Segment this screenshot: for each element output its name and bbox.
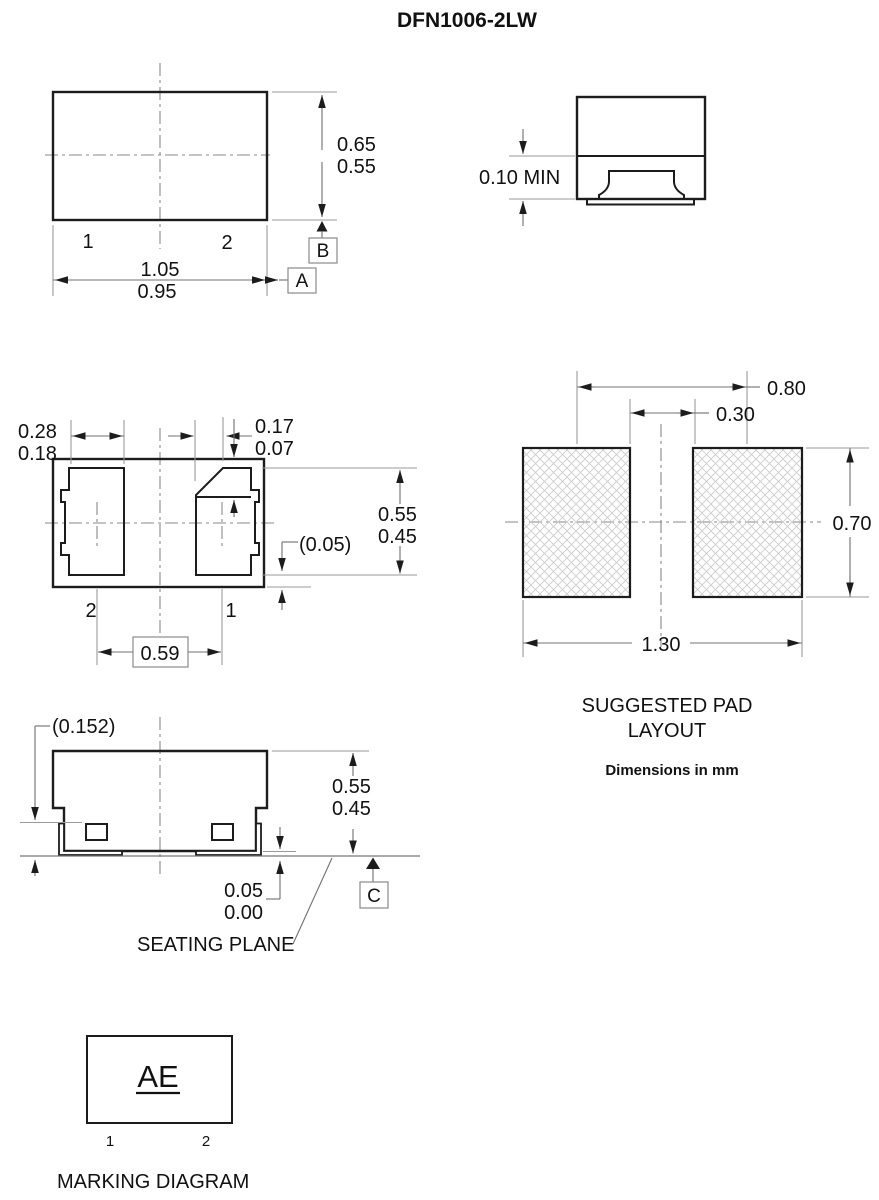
- dim-pad-pitch-label: 0.59: [140, 643, 180, 665]
- pin2-label: 2: [221, 232, 233, 254]
- pin2-label: 2: [201, 1133, 211, 1150]
- dim-standoff-min: 0.00: [224, 902, 263, 924]
- side-view-right: [479, 97, 705, 226]
- marking-code: AE: [137, 1059, 179, 1094]
- datum-c-label: C: [367, 886, 381, 907]
- land-pad-right: [693, 448, 802, 597]
- dim-pad-length-min: 0.45: [378, 526, 417, 548]
- dim-chamfer: [168, 416, 294, 517]
- datum-a: [288, 268, 316, 293]
- dim-width-max: 1.05: [140, 259, 180, 281]
- datum-b-label: B: [316, 241, 330, 262]
- terminal-profile: [599, 171, 684, 199]
- dim-height: [272, 92, 376, 220]
- marking-caption: MARKING DIAGRAM: [57, 1171, 250, 1193]
- dim-pad-width-max: 0.28: [18, 421, 57, 443]
- dim-overall-span: [523, 600, 802, 657]
- dim-center-pitch: [577, 371, 806, 444]
- terminal-1-pad: [196, 468, 259, 575]
- datum-b: [309, 221, 337, 263]
- pin2-label: 2: [85, 600, 97, 622]
- datum-a-label: A: [295, 271, 309, 292]
- dim-center-pitch-label: 0.80: [767, 378, 806, 400]
- dim-standoff-max: 0.05: [224, 880, 263, 902]
- front-view: [20, 716, 420, 956]
- dim-width-min: 0.95: [137, 281, 177, 303]
- dim-height-max: 0.65: [337, 134, 376, 156]
- dim-pad-height-label: 0.70: [832, 513, 872, 535]
- dim-edge-clearance: [267, 534, 351, 610]
- bottom-view: [18, 416, 417, 667]
- datum-c: [360, 858, 388, 909]
- pin1-label: 1: [105, 1133, 115, 1150]
- seating-plane-label: SEATING PLANE: [137, 934, 295, 956]
- land-pad-left: [523, 448, 630, 597]
- dim-height-min: 0.45: [332, 798, 371, 820]
- pin1-label: 1: [225, 600, 237, 622]
- dim-clearance: [479, 129, 575, 226]
- suggested-pad-layout: [505, 371, 871, 779]
- dim-pad-length-max: 0.55: [378, 504, 417, 526]
- dim-pad-length: [262, 468, 417, 575]
- dim-mold-clearance-label: (0.152): [52, 716, 116, 738]
- dim-pad-gap-label: 0.30: [716, 404, 755, 426]
- dim-height: [272, 751, 371, 854]
- terminal-window-left: [86, 824, 107, 840]
- dim-edge-clearance-label: (0.05): [299, 534, 352, 556]
- units-note: Dimensions in mm: [605, 762, 739, 779]
- package-body-outline: [577, 97, 705, 199]
- dim-chamfer-max: 0.17: [255, 416, 294, 438]
- dim-chamfer-min: 0.07: [255, 438, 294, 460]
- pin1-label: 1: [82, 231, 94, 253]
- dim-pad-gap: [630, 399, 755, 444]
- terminal-2-pad: [61, 468, 124, 575]
- dim-height-max: 0.55: [332, 776, 371, 798]
- dim-height-min: 0.55: [337, 156, 376, 178]
- page-title: DFN1006-2LW: [396, 9, 538, 32]
- pad-layout-caption-line2: LAYOUT: [627, 720, 707, 742]
- top-view: [45, 63, 376, 303]
- terminal-window-right: [212, 824, 233, 840]
- pad-layout-caption-line1: SUGGESTED PAD: [581, 695, 753, 717]
- dim-pad-width-min: 0.18: [18, 443, 57, 465]
- dim-overall-span-label: 1.30: [641, 634, 681, 656]
- dim-clearance-label: 0.10 MIN: [479, 167, 561, 189]
- dim-pad-height: [806, 448, 871, 597]
- marking-diagram: [57, 1036, 249, 1193]
